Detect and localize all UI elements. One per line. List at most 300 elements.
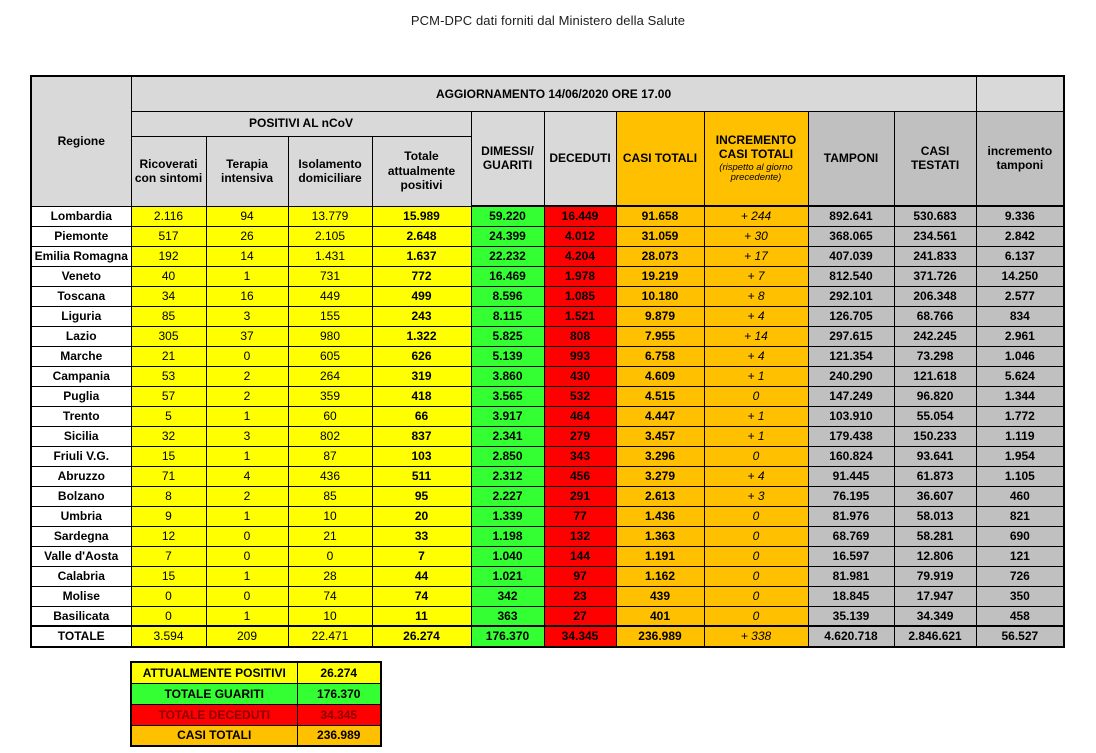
cell-isolamento-domiciliare: 980 (288, 326, 372, 346)
region-label: Emilia Romagna (31, 246, 131, 266)
cell-terapia-intensiva: 16 (206, 286, 288, 306)
cell-terapia-intensiva: 1 (206, 406, 288, 426)
cell-dimessi-guariti: 1.198 (471, 526, 544, 546)
cell-dimessi-guariti: 8.596 (471, 286, 544, 306)
cell-incremento-tamponi: 1.119 (976, 426, 1064, 446)
cell-casi-totali: 1.162 (616, 566, 704, 586)
cell-ricoverati-con-sintomi: 71 (131, 466, 206, 486)
cell-casi-totali: 19.219 (616, 266, 704, 286)
cell-casi-totali: 28.073 (616, 246, 704, 266)
header-totale-positivi: Totale attualmente positivi (372, 136, 471, 206)
cell-ricoverati-con-sintomi: 53 (131, 366, 206, 386)
cell-incremento-tamponi: 1.772 (976, 406, 1064, 426)
cell-incremento-tamponi: 1.105 (976, 466, 1064, 486)
cell-totale-attualmente-positivi: 20 (372, 506, 471, 526)
cell-dimessi-guariti: 5.139 (471, 346, 544, 366)
cell-casi-totali: 7.955 (616, 326, 704, 346)
cell-incremento-tamponi: 14.250 (976, 266, 1064, 286)
cell-casi-totali: 2.613 (616, 486, 704, 506)
cell-ricoverati-con-sintomi: 3.594 (131, 626, 206, 647)
cell-deceduti: 1.978 (544, 266, 616, 286)
cell-dimessi-guariti: 1.021 (471, 566, 544, 586)
region-row (31, 326, 1064, 346)
region-label: Sardegna (31, 526, 131, 546)
cell-incremento-casi-totali: + 17 (704, 246, 808, 266)
cell-casi-totali: 3.457 (616, 426, 704, 446)
cell-tamponi: 892.641 (808, 206, 894, 226)
cell-casi-testati: 121.618 (894, 366, 976, 386)
cell-isolamento-domiciliare: 605 (288, 346, 372, 366)
region-row (31, 266, 1064, 286)
cell-ricoverati-con-sintomi: 12 (131, 526, 206, 546)
cell-totale-attualmente-positivi: 74 (372, 586, 471, 606)
cell-incremento-casi-totali: + 4 (704, 306, 808, 326)
region-label: Molise (31, 586, 131, 606)
cell-isolamento-domiciliare: 22.471 (288, 626, 372, 647)
region-label: Lazio (31, 326, 131, 346)
region-label: Puglia (31, 386, 131, 406)
region-label: Friuli V.G. (31, 446, 131, 466)
cell-tamponi: 297.615 (808, 326, 894, 346)
cell-incremento-tamponi: 56.527 (976, 626, 1064, 647)
cell-casi-testati: 79.919 (894, 566, 976, 586)
region-row (31, 426, 1064, 446)
region-label: Bolzano (31, 486, 131, 506)
cell-casi-testati: 34.349 (894, 606, 976, 626)
region-label: Basilicata (31, 606, 131, 626)
cell-incremento-casi-totali: + 30 (704, 226, 808, 246)
cell-deceduti: 532 (544, 386, 616, 406)
cell-totale-attualmente-positivi: 1.637 (372, 246, 471, 266)
cell-incremento-tamponi: 690 (976, 526, 1064, 546)
cell-totale-attualmente-positivi: 33 (372, 526, 471, 546)
cell-tamponi: 812.540 (808, 266, 894, 286)
cell-ricoverati-con-sintomi: 21 (131, 346, 206, 366)
region-label: Sicilia (31, 426, 131, 446)
update-banner: AGGIORNAMENTO 14/06/2020 ORE 17.00 (131, 76, 976, 111)
region-row (31, 546, 1064, 566)
cell-deceduti: 1.521 (544, 306, 616, 326)
cell-incremento-tamponi: 460 (976, 486, 1064, 506)
cell-casi-totali: 439 (616, 586, 704, 606)
cell-totale-attualmente-positivi: 499 (372, 286, 471, 306)
cell-terapia-intensiva: 2 (206, 486, 288, 506)
cell-casi-testati: 371.726 (894, 266, 976, 286)
cell-tamponi: 292.101 (808, 286, 894, 306)
cell-casi-totali: 3.296 (616, 446, 704, 466)
cell-ricoverati-con-sintomi: 0 (131, 586, 206, 606)
cell-totale-attualmente-positivi: 11 (372, 606, 471, 626)
cell-tamponi: 103.910 (808, 406, 894, 426)
cell-ricoverati-con-sintomi: 517 (131, 226, 206, 246)
cell-ricoverati-con-sintomi: 0 (131, 606, 206, 626)
cell-incremento-casi-totali: + 1 (704, 406, 808, 426)
cell-tamponi: 81.976 (808, 506, 894, 526)
cell-terapia-intensiva: 3 (206, 306, 288, 326)
region-row (31, 246, 1064, 266)
cell-casi-totali: 1.363 (616, 526, 704, 546)
cell-terapia-intensiva: 3 (206, 426, 288, 446)
summary-value: 34.345 (297, 704, 381, 725)
cell-casi-totali: 9.879 (616, 306, 704, 326)
region-row (31, 566, 1064, 586)
cell-terapia-intensiva: 37 (206, 326, 288, 346)
region-row (31, 486, 1064, 506)
cell-tamponi: 35.139 (808, 606, 894, 626)
cell-isolamento-domiciliare: 1.431 (288, 246, 372, 266)
cell-isolamento-domiciliare: 21 (288, 526, 372, 546)
cell-ricoverati-con-sintomi: 192 (131, 246, 206, 266)
cell-casi-testati: 2.846.621 (894, 626, 976, 647)
region-label: Calabria (31, 566, 131, 586)
summary-value: 176.370 (297, 683, 381, 704)
region-label: Trento (31, 406, 131, 426)
cell-incremento-casi-totali: + 7 (704, 266, 808, 286)
cell-isolamento-domiciliare: 13.779 (288, 206, 372, 226)
cell-casi-totali: 401 (616, 606, 704, 626)
cell-tamponi: 240.290 (808, 366, 894, 386)
cell-dimessi-guariti: 16.469 (471, 266, 544, 286)
region-row (31, 346, 1064, 366)
cell-isolamento-domiciliare: 264 (288, 366, 372, 386)
header-incremento-casi (704, 111, 808, 206)
region-label: TOTALE (31, 626, 131, 647)
cell-terapia-intensiva: 2 (206, 386, 288, 406)
region-label: Veneto (31, 266, 131, 286)
cell-ricoverati-con-sintomi: 15 (131, 446, 206, 466)
cell-incremento-tamponi: 1.046 (976, 346, 1064, 366)
cell-incremento-casi-totali: + 8 (704, 286, 808, 306)
cell-deceduti: 279 (544, 426, 616, 446)
cell-casi-testati: 58.281 (894, 526, 976, 546)
cell-casi-totali: 31.059 (616, 226, 704, 246)
cell-ricoverati-con-sintomi: 2.116 (131, 206, 206, 226)
summary-row (131, 725, 381, 746)
cell-tamponi: 126.705 (808, 306, 894, 326)
cell-casi-totali: 4.609 (616, 366, 704, 386)
region-label: Umbria (31, 506, 131, 526)
cell-deceduti: 464 (544, 406, 616, 426)
cell-deceduti: 430 (544, 366, 616, 386)
cell-incremento-casi-totali: 0 (704, 446, 808, 466)
cell-dimessi-guariti: 8.115 (471, 306, 544, 326)
cell-totale-attualmente-positivi: 103 (372, 446, 471, 466)
header-positivi-group: POSITIVI AL nCoV (131, 111, 471, 136)
cell-dimessi-guariti: 2.850 (471, 446, 544, 466)
cell-ricoverati-con-sintomi: 57 (131, 386, 206, 406)
cell-casi-totali: 4.515 (616, 386, 704, 406)
summary-value: 26.274 (297, 662, 381, 683)
region-row (31, 466, 1064, 486)
cell-tamponi: 81.981 (808, 566, 894, 586)
cell-incremento-tamponi: 121 (976, 546, 1064, 566)
cell-incremento-tamponi: 2.842 (976, 226, 1064, 246)
region-label: Marche (31, 346, 131, 366)
cell-incremento-casi-totali: + 244 (704, 206, 808, 226)
cell-dimessi-guariti: 176.370 (471, 626, 544, 647)
region-row (31, 586, 1064, 606)
cell-incremento-casi-totali: + 4 (704, 346, 808, 366)
cell-dimessi-guariti: 1.339 (471, 506, 544, 526)
region-label: Campania (31, 366, 131, 386)
cell-terapia-intensiva: 209 (206, 626, 288, 647)
cell-casi-testati: 55.054 (894, 406, 976, 426)
summary-label: TOTALE GUARITI (131, 683, 297, 704)
cell-incremento-tamponi: 1.954 (976, 446, 1064, 466)
banner-corner-cell (976, 76, 1064, 111)
cell-terapia-intensiva: 0 (206, 546, 288, 566)
cell-tamponi: 4.620.718 (808, 626, 894, 647)
header-isolamento: Isolamento domiciliare (288, 136, 372, 206)
summary-row (131, 683, 381, 704)
cell-casi-testati: 61.873 (894, 466, 976, 486)
cell-incremento-casi-totali: 0 (704, 566, 808, 586)
cell-totale-attualmente-positivi: 772 (372, 266, 471, 286)
region-row (31, 286, 1064, 306)
cell-deceduti: 993 (544, 346, 616, 366)
cell-isolamento-domiciliare: 436 (288, 466, 372, 486)
cell-terapia-intensiva: 4 (206, 466, 288, 486)
table-body (31, 206, 1064, 647)
cell-ricoverati-con-sintomi: 305 (131, 326, 206, 346)
cell-tamponi: 76.195 (808, 486, 894, 506)
cell-tamponi: 368.065 (808, 226, 894, 246)
cell-totale-attualmente-positivi: 837 (372, 426, 471, 446)
cell-dimessi-guariti: 5.825 (471, 326, 544, 346)
cell-isolamento-domiciliare: 87 (288, 446, 372, 466)
cell-incremento-casi-totali: 0 (704, 526, 808, 546)
header-terapia-intensiva: Terapia intensiva (206, 136, 288, 206)
cell-deceduti: 456 (544, 466, 616, 486)
cell-deceduti: 144 (544, 546, 616, 566)
cell-totale-attualmente-positivi: 319 (372, 366, 471, 386)
cell-deceduti: 4.204 (544, 246, 616, 266)
region-row (31, 306, 1064, 326)
cell-dimessi-guariti: 3.917 (471, 406, 544, 426)
cell-tamponi: 68.769 (808, 526, 894, 546)
cell-casi-totali: 3.279 (616, 466, 704, 486)
cell-incremento-casi-totali: 0 (704, 506, 808, 526)
cell-deceduti: 132 (544, 526, 616, 546)
cell-tamponi: 18.845 (808, 586, 894, 606)
cell-isolamento-domiciliare: 28 (288, 566, 372, 586)
cell-incremento-tamponi: 9.336 (976, 206, 1064, 226)
cell-terapia-intensiva: 0 (206, 526, 288, 546)
cell-totale-attualmente-positivi: 44 (372, 566, 471, 586)
cell-totale-attualmente-positivi: 7 (372, 546, 471, 566)
cell-incremento-casi-totali: + 338 (704, 626, 808, 647)
cell-casi-totali: 6.758 (616, 346, 704, 366)
cell-isolamento-domiciliare: 155 (288, 306, 372, 326)
cell-isolamento-domiciliare: 0 (288, 546, 372, 566)
region-row (31, 506, 1064, 526)
summary-label: ATTUALMENTE POSITIVI (131, 662, 297, 683)
cell-incremento-casi-totali: 0 (704, 386, 808, 406)
cell-incremento-casi-totali: + 1 (704, 366, 808, 386)
cell-casi-testati: 530.683 (894, 206, 976, 226)
region-label: Abruzzo (31, 466, 131, 486)
cell-ricoverati-con-sintomi: 85 (131, 306, 206, 326)
cell-tamponi: 91.445 (808, 466, 894, 486)
cell-casi-testati: 68.766 (894, 306, 976, 326)
cell-casi-testati: 36.607 (894, 486, 976, 506)
region-label: Liguria (31, 306, 131, 326)
header-ricoverati: Ricoverati con sintomi (131, 136, 206, 206)
cell-terapia-intensiva: 1 (206, 566, 288, 586)
cell-tamponi: 179.438 (808, 426, 894, 446)
region-row (31, 446, 1064, 466)
cell-totale-attualmente-positivi: 15.989 (372, 206, 471, 226)
cell-terapia-intensiva: 1 (206, 266, 288, 286)
cell-incremento-tamponi: 1.344 (976, 386, 1064, 406)
cell-terapia-intensiva: 14 (206, 246, 288, 266)
header-regione: Regione (31, 76, 131, 206)
cell-casi-testati: 73.298 (894, 346, 976, 366)
cell-tamponi: 147.249 (808, 386, 894, 406)
cell-ricoverati-con-sintomi: 9 (131, 506, 206, 526)
cell-terapia-intensiva: 1 (206, 506, 288, 526)
cell-incremento-casi-totali: + 3 (704, 486, 808, 506)
cell-dimessi-guariti: 59.220 (471, 206, 544, 226)
cell-casi-testati: 93.641 (894, 446, 976, 466)
region-label: Lombardia (31, 206, 131, 226)
cell-deceduti: 1.085 (544, 286, 616, 306)
cell-terapia-intensiva: 1 (206, 606, 288, 626)
cell-incremento-casi-totali: 0 (704, 606, 808, 626)
cell-incremento-tamponi: 5.624 (976, 366, 1064, 386)
cell-casi-totali: 4.447 (616, 406, 704, 426)
header-incremento-tamponi: incremento tamponi (976, 111, 1064, 206)
header-deceduti: DECEDUTI (544, 111, 616, 206)
cell-dimessi-guariti: 24.399 (471, 226, 544, 246)
summary-row (131, 704, 381, 725)
header-dimessi-guariti: DIMESSI/ GUARITI (471, 111, 544, 206)
cell-ricoverati-con-sintomi: 7 (131, 546, 206, 566)
covid-regions-table (30, 75, 1065, 648)
cell-isolamento-domiciliare: 449 (288, 286, 372, 306)
cell-totale-attualmente-positivi: 1.322 (372, 326, 471, 346)
cell-incremento-tamponi: 834 (976, 306, 1064, 326)
cell-isolamento-domiciliare: 731 (288, 266, 372, 286)
cell-deceduti: 27 (544, 606, 616, 626)
cell-casi-testati: 96.820 (894, 386, 976, 406)
cell-deceduti: 808 (544, 326, 616, 346)
summary-label: CASI TOTALI (131, 725, 297, 746)
cell-totale-attualmente-positivi: 2.648 (372, 226, 471, 246)
cell-deceduti: 343 (544, 446, 616, 466)
cell-isolamento-domiciliare: 359 (288, 386, 372, 406)
cell-dimessi-guariti: 2.312 (471, 466, 544, 486)
cell-dimessi-guariti: 3.565 (471, 386, 544, 406)
cell-totale-attualmente-positivi: 418 (372, 386, 471, 406)
cell-casi-testati: 242.245 (894, 326, 976, 346)
totale-row (31, 626, 1064, 647)
cell-incremento-tamponi: 458 (976, 606, 1064, 626)
cell-casi-testati: 12.806 (894, 546, 976, 566)
cell-casi-totali: 10.180 (616, 286, 704, 306)
cell-deceduti: 4.012 (544, 226, 616, 246)
region-row (31, 226, 1064, 246)
cell-casi-totali: 236.989 (616, 626, 704, 647)
cell-dimessi-guariti: 2.227 (471, 486, 544, 506)
cell-isolamento-domiciliare: 10 (288, 506, 372, 526)
cell-dimessi-guariti: 363 (471, 606, 544, 626)
cell-totale-attualmente-positivi: 66 (372, 406, 471, 426)
cell-totale-attualmente-positivi: 511 (372, 466, 471, 486)
cell-isolamento-domiciliare: 10 (288, 606, 372, 626)
region-row (31, 606, 1064, 626)
summary-table (130, 661, 382, 747)
cell-isolamento-domiciliare: 85 (288, 486, 372, 506)
region-row (31, 366, 1064, 386)
cell-casi-testati: 58.013 (894, 506, 976, 526)
page-title: PCM-DPC dati forniti dal Ministero della Salute (410, 13, 686, 28)
header-casi-totali: CASI TOTALI (616, 111, 704, 206)
cell-ricoverati-con-sintomi: 40 (131, 266, 206, 286)
cell-dimessi-guariti: 3.860 (471, 366, 544, 386)
summary-body (131, 662, 381, 746)
cell-incremento-casi-totali: + 4 (704, 466, 808, 486)
header-tamponi: TAMPONI (808, 111, 894, 206)
cell-totale-attualmente-positivi: 243 (372, 306, 471, 326)
cell-tamponi: 160.824 (808, 446, 894, 466)
cell-deceduti: 77 (544, 506, 616, 526)
cell-terapia-intensiva: 1 (206, 446, 288, 466)
cell-deceduti: 291 (544, 486, 616, 506)
cell-casi-testati: 150.233 (894, 426, 976, 446)
cell-dimessi-guariti: 2.341 (471, 426, 544, 446)
cell-isolamento-domiciliare: 60 (288, 406, 372, 426)
header-incremento-casi-note: (rispetto al giorno precedente) (719, 161, 793, 184)
cell-tamponi: 16.597 (808, 546, 894, 566)
cell-casi-totali: 1.191 (616, 546, 704, 566)
cell-terapia-intensiva: 26 (206, 226, 288, 246)
cell-casi-testati: 206.348 (894, 286, 976, 306)
cell-ricoverati-con-sintomi: 5 (131, 406, 206, 426)
cell-deceduti: 16.449 (544, 206, 616, 226)
cell-casi-testati: 241.833 (894, 246, 976, 266)
region-row (31, 526, 1064, 546)
cell-dimessi-guariti: 22.232 (471, 246, 544, 266)
cell-dimessi-guariti: 342 (471, 586, 544, 606)
summary-label: TOTALE DECEDUTI (131, 704, 297, 725)
cell-casi-totali: 91.658 (616, 206, 704, 226)
cell-tamponi: 407.039 (808, 246, 894, 266)
cell-casi-testati: 234.561 (894, 226, 976, 246)
cell-isolamento-domiciliare: 74 (288, 586, 372, 606)
cell-casi-testati: 17.947 (894, 586, 976, 606)
cell-incremento-tamponi: 2.961 (976, 326, 1064, 346)
cell-deceduti: 23 (544, 586, 616, 606)
cell-totale-attualmente-positivi: 626 (372, 346, 471, 366)
cell-ricoverati-con-sintomi: 32 (131, 426, 206, 446)
cell-terapia-intensiva: 0 (206, 346, 288, 366)
cell-incremento-casi-totali: + 1 (704, 426, 808, 446)
cell-deceduti: 97 (544, 566, 616, 586)
cell-ricoverati-con-sintomi: 15 (131, 566, 206, 586)
region-row (31, 406, 1064, 426)
region-label: Valle d'Aosta (31, 546, 131, 566)
summary-value: 236.989 (297, 725, 381, 746)
cell-dimessi-guariti: 1.040 (471, 546, 544, 566)
cell-incremento-casi-totali: 0 (704, 586, 808, 606)
region-label: Piemonte (31, 226, 131, 246)
cell-incremento-tamponi: 821 (976, 506, 1064, 526)
header-incremento-casi-label: INCREMENTO CASI TOTALI (715, 132, 797, 162)
cell-ricoverati-con-sintomi: 8 (131, 486, 206, 506)
cell-incremento-tamponi: 726 (976, 566, 1064, 586)
region-label: Toscana (31, 286, 131, 306)
